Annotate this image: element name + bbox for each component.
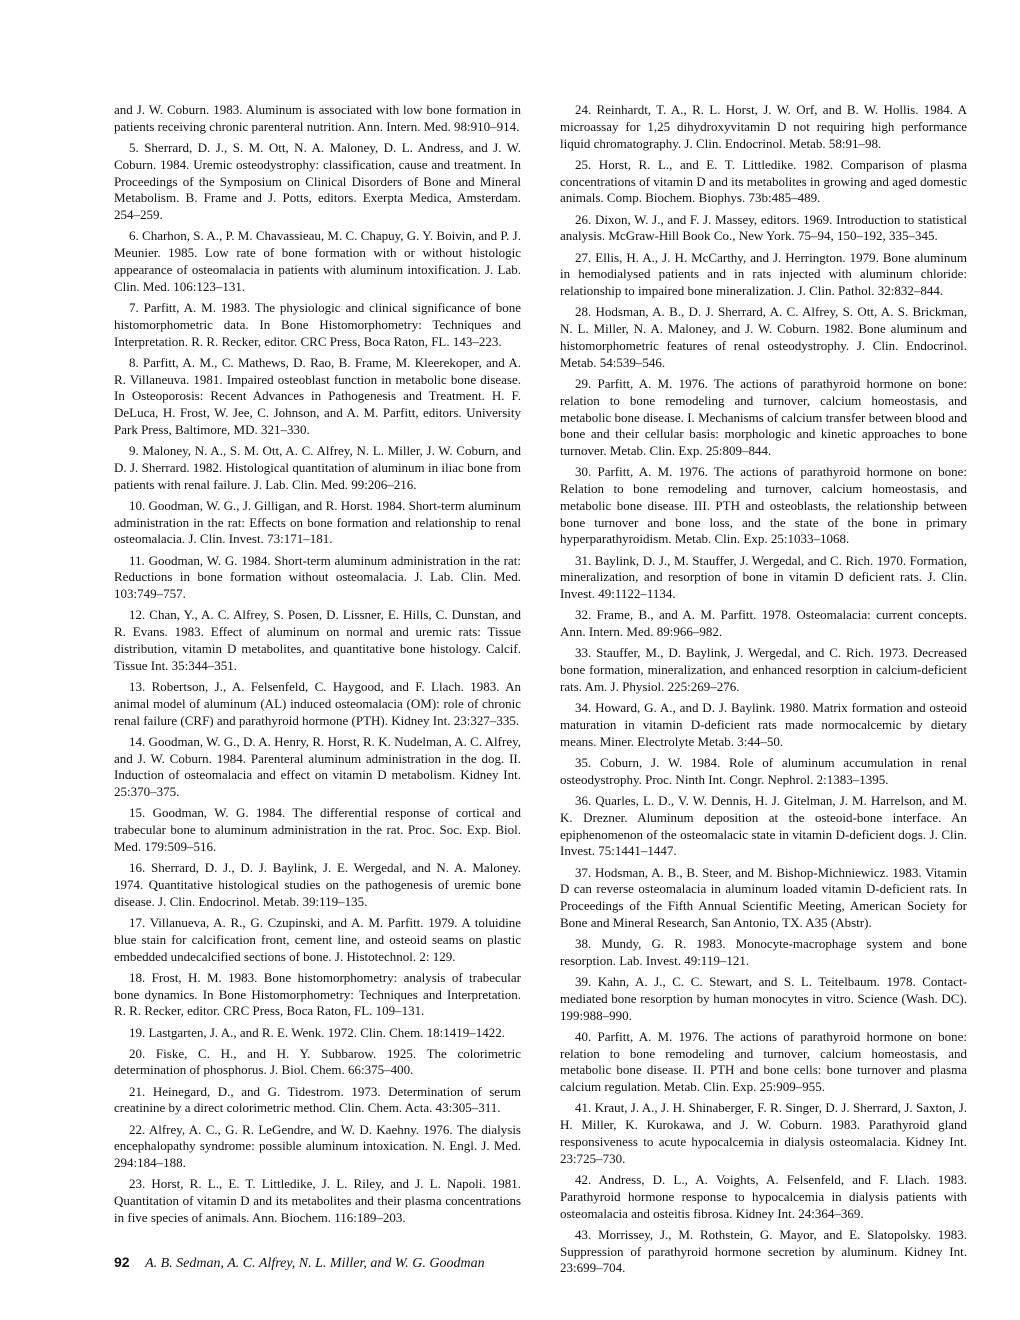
reference-19: 19. Lastgarten, J. A., and R. E. Wenk. 1972. Clin. Chem. 18:1419–1422.	[129, 1024, 506, 1040]
reference-42: 42. Andress, D. L., A. Voights, A. Felsenfeld, and F. Llach. 1983. Parathyroid hormone response to hypocalcemia in dialysis patients with osteomalacia and osteitis fibrosa. Kidney Int. 24:364–369.	[560, 1172, 967, 1221]
reference-23: 23. Horst, R. L., E. T. Littledike, J. L. Riley, and J. L. Napoli. 1981. Quantitation of vitamin D and its metabolites and their plasma concentrations in five species of animals. Ann. Biochem. 116:189–203.	[114, 1176, 521, 1226]
reference-36: 36. Quarles, L. D., V. W. Dennis, H. J. Gitelman, J. M. Harrelson, and M. K. Drezner. Aluminum deposition at the osteoid-bone interface. An epiphenomenon of the osteomalacic state in vitamin D-deficient dogs. J. Clin. Invest. 75:1441–1447.	[560, 792, 967, 859]
reference-30: 30. Parfitt, A. M. 1976. The actions of parathyroid hormone on bone: Relation to bone remodeling and turnover, calcium homeostasis, and metabolic bone disease. III. PTH and osteoblasts, the relationship between bone turnover and bone loss, and the state of the bone in primary hyperparathyroidism. Metab. Clin. Exp. 25:1033–1068.	[560, 464, 967, 547]
reference-12: 12. Chan, Y., A. C. Alfrey, S. Posen, D. Lissner, E. Hills, C. Dunstan, and R. Evans. 1983. Effect of aluminum on normal and uremic rats: Tissue distribution, vitamin D metabolites, and quantitative bone histology. Calcif. Tissue Int. 35:344–351.	[114, 607, 521, 673]
reference-29: 29. Parfitt, A. M. 1976. The actions of parathyroid hormone on bone: relation to bone remodeling and turnover, calcium homeostasis, and metabolic bone disease. I. Mechanisms of calcium transfer between blood and bone and their cellular basis: morphologic and kinetic approaches to bone turnover. Metab. Clin. Exp. 25:809–844.	[560, 375, 967, 459]
reference-7: 7. Parfitt, A. M. 1983. The physiologic and clinical significance of bone histomorphometric data. In Bone Histomorphometry: Techniques and Interpretation. R. R. Recker, editor. CRC Press, Boca Raton, FL. 143–223.	[114, 299, 521, 349]
reference-18: 18. Frost, H. M. 1983. Bone histomorphometry: analysis of trabecular bone dynamics. In Bone Histomorphometry: Techniques and Interpretation. R. R. Recker, editor. CRC Press, Boca Raton, FL. 109–131.	[114, 969, 521, 1019]
reference-38: 38. Mundy, G. R. 1983. Monocyte-macrophage system and bone resorption. Lab. Invest. 49:119–121.	[560, 936, 967, 968]
reference-4-continued: and J. W. Coburn. 1983. Aluminum is associated with low bone formation in patients receiving chronic parenteral nutrition. Ann. Intern. Med. 98:910–914.	[114, 102, 521, 134]
reference-20: 20. Fiske, C. H., and H. Y. Subbarow. 1925. The colorimetric determination of phosphorus. J. Biol. Chem. 66:375–400.	[114, 1045, 521, 1078]
reference-13: 13. Robertson, J., A. Felsenfeld, C. Haygood, and F. Llach. 1983. An animal model of aluminum (AL) induced osteomalacia (OM): role of chronic renal failure (CRF) and parathyroid hormone (PTH). Kidney Int. 23:327–335.	[114, 679, 521, 728]
reference-21: 21. Heinegard, D., and G. Tidestrom. 1973. Determination of serum creatinine by a direct colorimetric method. Clin. Chem. Acta. 43:305–311.	[114, 1083, 521, 1116]
reference-27: 27. Ellis, H. A., J. H. McCarthy, and J. Herrington. 1979. Bone aluminum in hemodialysed patients and in rats injected with aluminum chloride: relationship to impaired bone mineralization. J. Clin. Pathol. 32:832–844.	[560, 249, 967, 299]
page-footer	[114, 1252, 485, 1272]
reference-34: 34. Howard, G. A., and D. J. Baylink. 1980. Matrix formation and osteoid maturation in vitamin D-deficient rats made normocalcemic by dietary means. Miner. Electrolyte Metab. 3:44–50.	[560, 700, 967, 749]
reference-35: 35. Coburn, J. W. 1984. Role of aluminum accumulation in renal osteodystrophy. Proc. Ninth Int. Congr. Nephrol. 2:1383–1395.	[560, 754, 967, 787]
reference-10: 10. Goodman, W. G., J. Gilligan, and R. Horst. 1984. Short-term aluminum administration in the rat: Effects on bone formation and relationship to renal osteomalacia. J. Clin. Invest. 73:171–181.	[114, 497, 521, 547]
reference-32: 32. Frame, B., and A. M. Parfitt. 1978. Osteomalacia: current concepts. Ann. Intern. Med. 89:966–982.	[560, 607, 967, 640]
reference-17: 17. Villanueva, A. R., G. Czupinski, and A. M. Parfitt. 1979. A toluidine blue stain for calcification front, cement line, and osteoid seams on plastic embedded undecalcified sections of bone. J. Histotechnol. 2: 129.	[114, 914, 521, 964]
reference-37: 37. Hodsman, A. B., B. Steer, and M. Bishop-Michniewicz. 1983. Vitamin D can reverse osteomalacia in aluminum loaded vitamin D-deficient rats. In Proceedings of the Fifth Annual Scientific Meeting, American Society for Bone and Mineral Research, San Antonio, TX. A35 (Abstr).	[560, 864, 967, 930]
reference-6: 6. Charhon, S. A., P. M. Chavassieau, M. C. Chapuy, G. Y. Boivin, and P. J. Meunier. 1985. Low rate of bone formation with or without histologic appearance of osteomalacia in patients with aluminum intoxification. J. Lab. Clin. Med. 106:123–131.	[114, 228, 521, 294]
running-authors: A. B. Sedman, A. C. Alfrey, N. L. Miller, and W. G. Goodman	[145, 1256, 485, 1271]
reference-9: 9. Maloney, N. A., S. M. Ott, A. C. Alfrey, N. L. Miller, J. W. Coburn, and D. J. Sherrard. 1982. Histological quantitation of aluminum in iliac bone from patients with renal failure. J. Lab. Clin. Med. 99:206–216.	[114, 443, 521, 492]
page-number: 92	[114, 1254, 130, 1270]
references-right-column	[560, 102, 967, 1282]
reference-22: 22. Alfrey, A. C., G. R. LeGendre, and W. D. Kaehny. 1976. The dialysis encephalopathy syndrome: possible aluminum intoxication. N. Engl. J. Med. 294:184–188.	[114, 1121, 521, 1171]
reference-5: 5. Sherrard, D. J., S. M. Ott, N. A. Maloney, D. L. Andress, and J. W. Coburn. 1984. Uremic osteodystrophy: classification, cause and treatment. In Proceedings of the Symposium on Clinical Disorders of Bone and Mineral Metabolism. B. Frame and J. Potts, editors. Exerpta Medica, Amsterdam. 254–259.	[114, 139, 521, 223]
reference-40: 40. Parfitt, A. M. 1976. The actions of parathyroid hormone on bone: relation to bone remodeling and turnover, calcium homeostasis, and metabolic bone disease. II. PTH and bone cells: bone turnover and plasma calcium regulation. Metab. Clin. Exp. 25:909–955.	[560, 1028, 967, 1095]
reference-26: 26. Dixon, W. J., and F. J. Massey, editors. 1969. Introduction to statistical analysis. McGraw-Hill Book Co., New York. 75–94, 150–192, 335–345.	[560, 211, 967, 244]
reference-25: 25. Horst, R. L., and E. T. Littledike. 1982. Comparison of plasma concentrations of vitamin D and its metabolites in growing and aged domestic animals. Comp. Biochem. Biophys. 73b:485–489.	[560, 156, 967, 206]
reference-24: 24. Reinhardt, T. A., R. L. Horst, J. W. Orf, and B. W. Hollis. 1984. A microassay for 1,25 dihydroxyvitamin D not requiring high performance liquid chromatography. J. Clin. Endocrinol. Metab. 58:91–98.	[560, 102, 967, 151]
references-left-column	[114, 102, 521, 1231]
reference-33: 33. Stauffer, M., D. Baylink, J. Wergedal, and C. Rich. 1973. Decreased bone formation, mineralization, and enhanced resorption in calcium-deficient rats. Am. J. Physiol. 225:269–276.	[560, 645, 967, 695]
reference-41: 41. Kraut, J. A., J. H. Shinaberger, F. R. Singer, D. J. Sherrard, J. Saxton, J. H. Miller, K. Kurokawa, and J. W. Coburn. 1983. Parathyroid gland responsiveness to acute hypocalcemia in dialysis osteomalacia. Kidney Int. 23:725–730.	[560, 1100, 967, 1166]
reference-43: 43. Morrissey, J., M. Rothstein, G. Mayor, and E. Slatopolsky. 1983. Suppression of parathyroid hormone secretion by aluminum. Kidney Int. 23:699–704.	[560, 1226, 967, 1276]
reference-16: 16. Sherrard, D. J., D. J. Baylink, J. E. Wergedal, and N. A. Maloney. 1974. Quantitative histological studies on the pathogenesis of uremic bone disease. J. Clin. Endocrinol. Metab. 39:119–135.	[114, 860, 521, 909]
reference-28: 28. Hodsman, A. B., D. J. Sherrard, A. C. Alfrey, S. Ott, A. S. Brickman, N. L. Miller, N. A. Maloney, and J. W. Coburn. 1982. Bone aluminum and histomorphometric features of renal osteodystrophy. J. Clin. Endocrinol. Metab. 54:539–546.	[560, 304, 967, 370]
reference-8: 8. Parfitt, A. M., C. Mathews, D. Rao, B. Frame, M. Kleerekoper, and A. R. Villaneuva. 1981. Impaired osteoblast function in metabolic bone disease. In Osteoporosis: Recent Advances in Pathogenesis and Treatment. H. F. DeLuca, H. Frost, W. Jee, C. Johnson, and A. M. Parfitt, editors. University Park Press, Baltimore, MD. 321–330.	[114, 354, 521, 437]
reference-14: 14. Goodman, W. G., D. A. Henry, R. Horst, R. K. Nudelman, A. C. Alfrey, and J. W. Coburn. 1984. Parenteral aluminum administration in the dog. II. Induction of osteomalacia and effect on vitamin D metabolism. Kidney Int. 25:370–375.	[114, 733, 521, 800]
reference-11: 11. Goodman, W. G. 1984. Short-term aluminum administration in the rat: Reductions in bone formation without osteomalacia. J. Lab. Clin. Med. 103:749–757.	[114, 552, 521, 602]
reference-15: 15. Goodman, W. G. 1984. The differential response of cortical and trabecular bone to aluminum administration in the rat. Proc. Soc. Exp. Biol. Med. 179:509–516.	[114, 805, 521, 854]
reference-39: 39. Kahn, A. J., C. C. Stewart, and S. L. Teitelbaum. 1978. Contact-mediated bone resorption by human monocytes in vitro. Science (Wash. DC). 199:988–990.	[560, 974, 967, 1023]
reference-31: 31. Baylink, D. J., M. Stauffer, J. Wergedal, and C. Rich. 1970. Formation, mineralization, and resorption of bone in vitamin D deficient rats. J. Clin. Invest. 49:1122–1134.	[560, 552, 967, 602]
